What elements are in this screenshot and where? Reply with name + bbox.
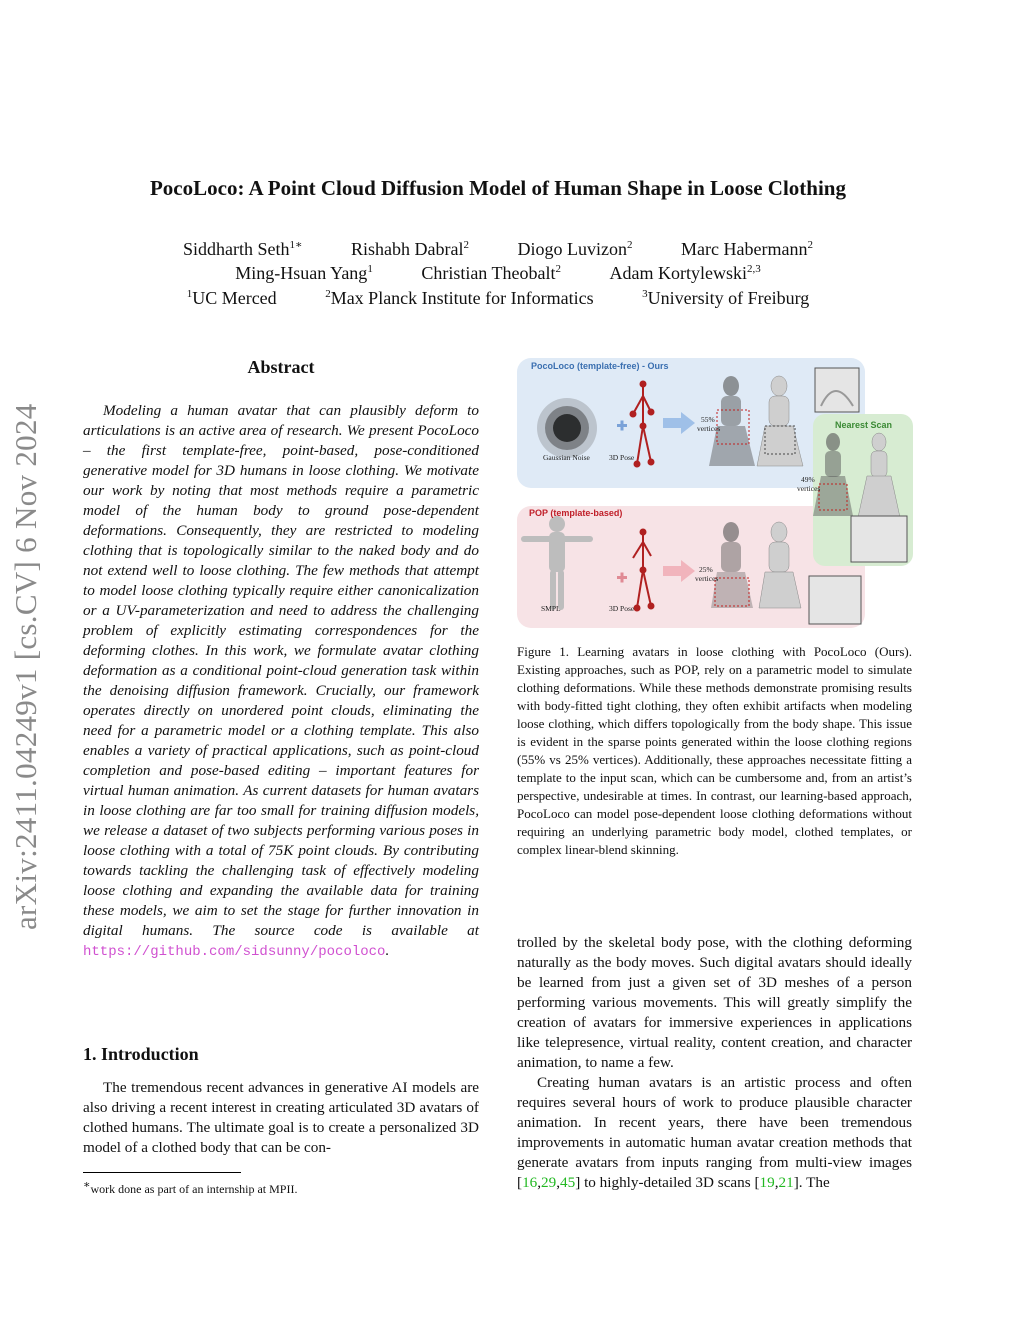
footnote-rule [83,1172,241,1173]
author: Marc Habermann$^2$ [681,239,813,259]
author: Adam Kortylewski$^{2,3}$ [609,263,761,283]
bottom-panel-label: POP (template-based) [529,508,623,518]
pose-label: 3D Pose [609,604,635,613]
percentage-label: 25% [699,565,713,574]
author: Rishabh Dabral$^2$ [351,239,469,259]
figure-1 [517,356,913,628]
abstract-body: Modeling a human avatar that can plausibly deform to articulations is an active area of research. We present PocoLoco – the first template-free, point-based, pose-conditioned generative model for 3D humans in loose clothing. We motivate our work by noting that most methods require a parametric model of the human body to ground pose-dependent deformations. Consequently, they are restricted to modeling clothing that is topologically similar to the naked body and do not extend well to loose clothing. The few methods that attempt to model loose clothing typically require either canonicalization or a UV-parameterization and need to address the challenging problem of explicitly estimating correspondences for the deforming clothes. In this work, we formulate avatar clothing deformation as a conditional point-cloud generation task within the denoising diffusion framework. Crucially, our framework operates directly on unordered point clouds, eliminating the need for a parametric model or a clothing template. This also enables a variety of practical applications, such as point-cloud completion and pose-based editing – important features for virtual human animation. As current datasets for human avatars in loose clothing are far too small for training diffusion models, we release a dataset of two subjects performing various poses in loose clothing with a total of 75K point clouds. By contributing towards tackling the challenging task of effectively modeling loose clothing and expanding the available data for training these models, we aim to set the stage for further innovation in digital humans. The source code is available at https://github.com/sidsunny/pocoloco. [83,402,479,960]
pose-label: 3D Pose [609,453,635,462]
abstract-heading: Abstract [247,357,315,377]
percentage-label: 55% [701,415,715,424]
citation-link[interactable]: 29 [541,1174,557,1191]
affiliations [0,288,996,309]
right-column-body [517,933,912,1193]
percentage-label: 49% [801,475,815,484]
paper-title: PocoLoco: A Point Cloud Diffusion Model of Human Shape in Loose Clothing [149,176,846,200]
citation-link[interactable]: 16 [522,1174,538,1191]
affiliation: $^3$University of Freiburg [642,288,810,308]
zoom-inset [851,516,907,562]
affiliation: $^2$Max Planck Institute for Informatics [325,288,594,308]
citation-link[interactable]: 45 [560,1174,576,1191]
smpl-label: SMPL [541,604,561,613]
nearest-panel-label: Nearest Scan [835,420,893,430]
paragraph: trolled by the skeletal body pose, with the clothing deforming naturally as the body moves. Such digital avatars should ideally be learned from just a given set of 3D meshes of a person performing various movements. This will greatly simplify the creation of avatars for immersive experiences in applications like telepresence, virtual reality, content creation, and character animation, to name a few. [517,934,912,1071]
author: Ming-Hsuan Yang$^1$ [235,263,373,283]
source-code-link[interactable]: https://github.com/sidsunny/pocoloco [83,944,386,960]
figure-1-caption: Figure 1. Learning avatars in loose clothing with PocoLoco (Ours). Existing approaches, such as POP, rely on a parametric model to simulate clothing deformations. While these methods demonstrate promising results with body-fitted tight clothing, they often exhibit artifacts when modeling loose clothing, which differs topologically from the body shape. This issue is evident in the sparse points generated within the loose clothing regions (55% vs 25% vertices). Additionally, these approaches necessitate fitting a template to the input scan, which can be cumbersome and, from an artist’s perspective, undesirable at times. In contrast, our learning-based approach, PocoLoco can model pose-dependent loose clothing deformations without requiring an underlying parametric body model, clothed templates, or complex linear-blend skinning. [517,644,912,857]
citation-link[interactable]: 21 [778,1174,794,1191]
author: Diogo Luvizon$^2$ [517,239,633,259]
author: Siddharth Seth$^{1∗}$ [183,239,303,259]
author: Christian Theobalt$^2$ [421,263,561,283]
authors-row-1 [0,238,996,260]
zoom-inset [809,576,861,624]
citation-link[interactable]: 19 [759,1174,775,1191]
figure-1-graphic [517,356,913,628]
vertices-label: vertices [697,424,721,433]
arxiv-identifier: arXiv:2411.04249v1 [cs.CV] 6 Nov 2024 [8,403,43,930]
vertices-label: vertices [695,574,719,583]
top-panel-label: PocoLoco (template-free) - Ours [531,361,669,371]
footnote: ∗work done as part of an internship at MPII. [83,1179,298,1196]
affiliation: $^1$UC Merced [186,288,277,308]
gaussian-noise-icon [537,398,597,458]
paragraph: Creating human avatars is an artistic process and often requires several hours of work to produce plausible character animation. In recent years, there have been tremendous improvements in automatic human avatar creation methods that generate avatars from inputs ranging from multi-view images [16,29,45] to highly-detailed 3D scans [19,21]. The [517,1074,912,1191]
abstract-text: Modeling a human avatar that can plausibly deform to articulations is an active area of research. We present PocoLoco – the first template-free, point-based, pose-conditioned generative model for 3D humans in loose clothing. We motivate our work by noting that most methods require a parametric model of the human body to ground pose-dependent deformations. Consequently, they are restricted to modeling clothing that is topologically similar to the naked body and do not extend well to loose clothing. The few methods that attempt to model loose clothing typically require either canonicalization or a UV-parameterization and need to address the challenging problem of explicitly estimating correspondences for the deforming clothes. In this work, we formulate avatar clothing deformation as a conditional point-cloud generation task within the denoising diffusion framework. Crucially, our framework operates directly on unordered point clouds, eliminating the need for a parametric model or a clothing template. This also enables a variety of practical applications, such as point-cloud completion and pose-based editing – important features for virtual human animation. As current datasets for human avatars in loose clothing are far too small for training diffusion models, we release a dataset of two subjects performing various poses in loose clothing with a total of 75K point clouds. By contributing towards tackling the challenging task of effectively modeling loose clothing and expanding the available data for training these models, we aim to set the stage for further innovation in digital humans. The source code is available at [83,402,479,939]
section-heading-introduction: 1. Introduction [83,1044,199,1064]
authors-row-2 [0,263,996,284]
gaussian-noise-label: Gaussian Noise [543,453,590,462]
introduction-text: The tremendous recent advances in generative AI models are also driving a recent interest in creating articulated 3D avatars of clothed humans. The ultimate goal is to create a personalized 3D model of a clothed body that can be con- [83,1079,479,1156]
vertices-label: vertices [797,484,821,493]
